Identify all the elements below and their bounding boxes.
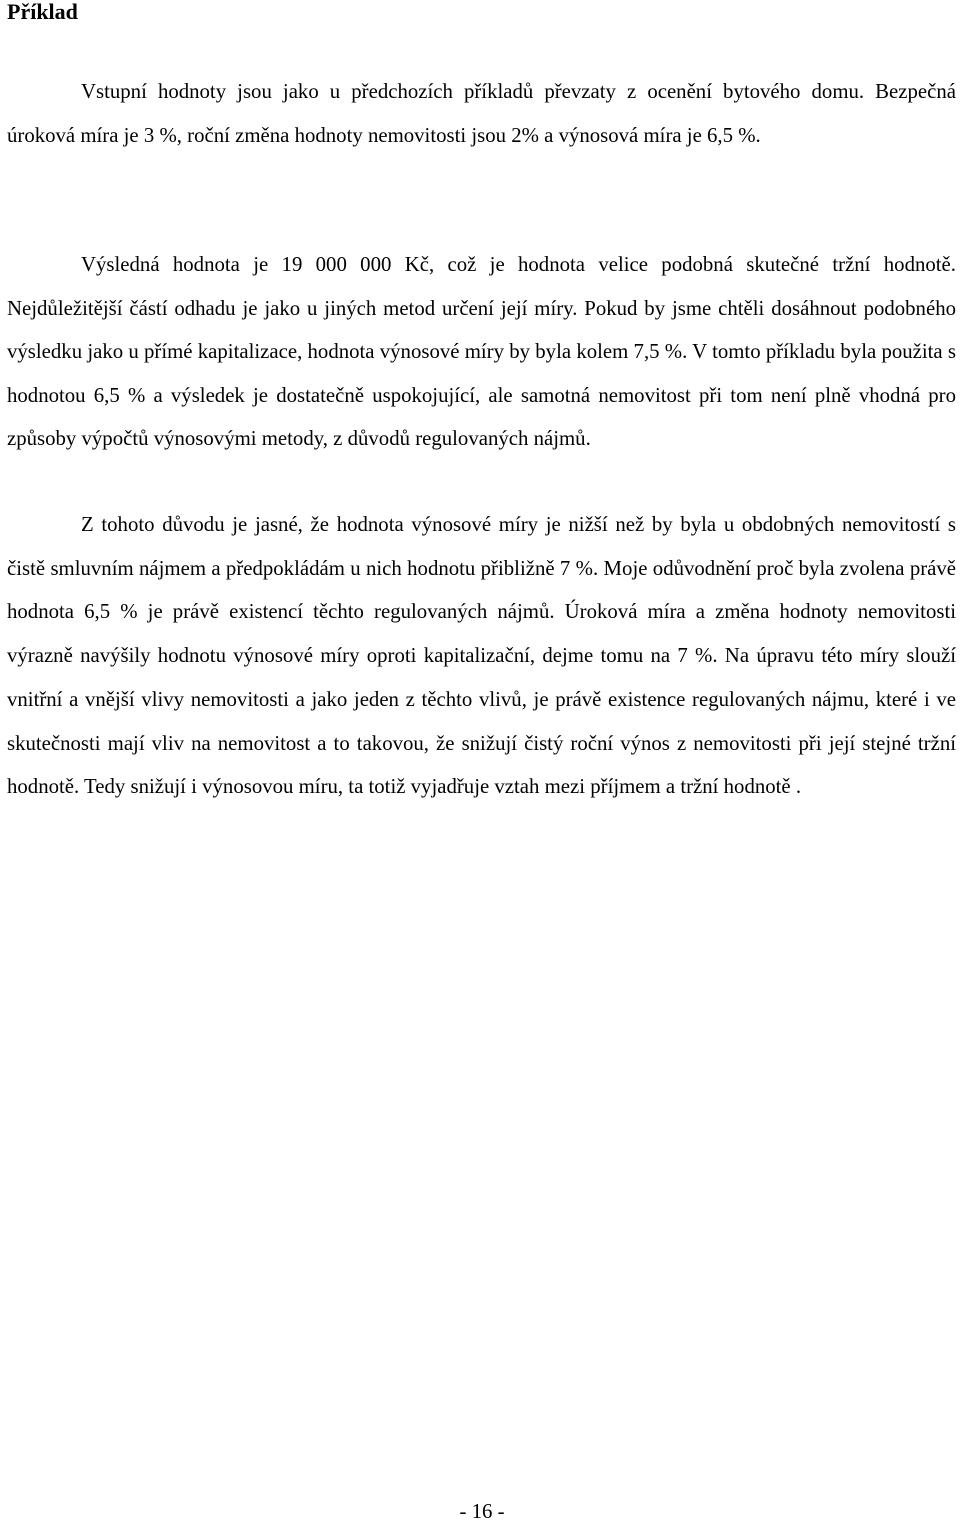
section-heading: Příklad	[7, 0, 78, 24]
page-number: - 16 -	[459, 1500, 505, 1523]
paragraph-result-value: Výsledná hodnota je 19 000 000 Kč, což je hodnota velice podobná skutečné tržní hodnotě. Nejdůležitější částí odhadu je jako u jiných metod určení její míry. Pokud by jsme chtěli dosáhnout podobného výsledku jako u přímé kapitalizace, hodnota výnosové míry by byla kolem 7,5 %. V tomto příkladu byla použita s hodnotou 6,5 % a výsledek je dostatečně uspokojující, ale samotná nemovitost při tom není plně vhodná pro způsoby výpočtů výnosovými metody, z důvodů regulovaných nájmů.	[7, 253, 956, 450]
paragraph-rate-justification: Z tohoto důvodu je jasné, že hodnota výnosové míry je nižší než by byla u obdobných nemovitostí s čistě smluvním nájmem a předpokládám u nich hodnotu přibližně 7 %. Moje odůvodnění proč byla zvolena právě hodnota 6,5 % je právě existencí těchto regulovaných nájmů. Úroková míra a změna hodnoty nemovitosti výrazně navýšily hodnotu výnosové míry oproti kapitalizační, dejme tomu na 7 %. Na úpravu této míry slouží vnitřní a vnější vlivy nemovitosti a jako jeden z těchto vlivů, je právě existence regulovaných nájmu, které i ve skutečnosti mají vliv na nemovitost a to takovou, že snižují čistý roční výnos z nemovitosti při její stejné tržní hodnotě. Tedy snižují i výnosovou míru, ta totiž vyjadřuje vztah mezi příjmem a tržní hodnotě .	[7, 513, 956, 799]
paragraph-input-values: Vstupní hodnoty jsou jako u předchozích příkladů převzaty z ocenění bytového domu. Bezpečná úroková míra je 3 %, roční změna hodnoty nemovitosti jsou 2% a výnosová míra je 6,5 %.	[7, 80, 956, 147]
